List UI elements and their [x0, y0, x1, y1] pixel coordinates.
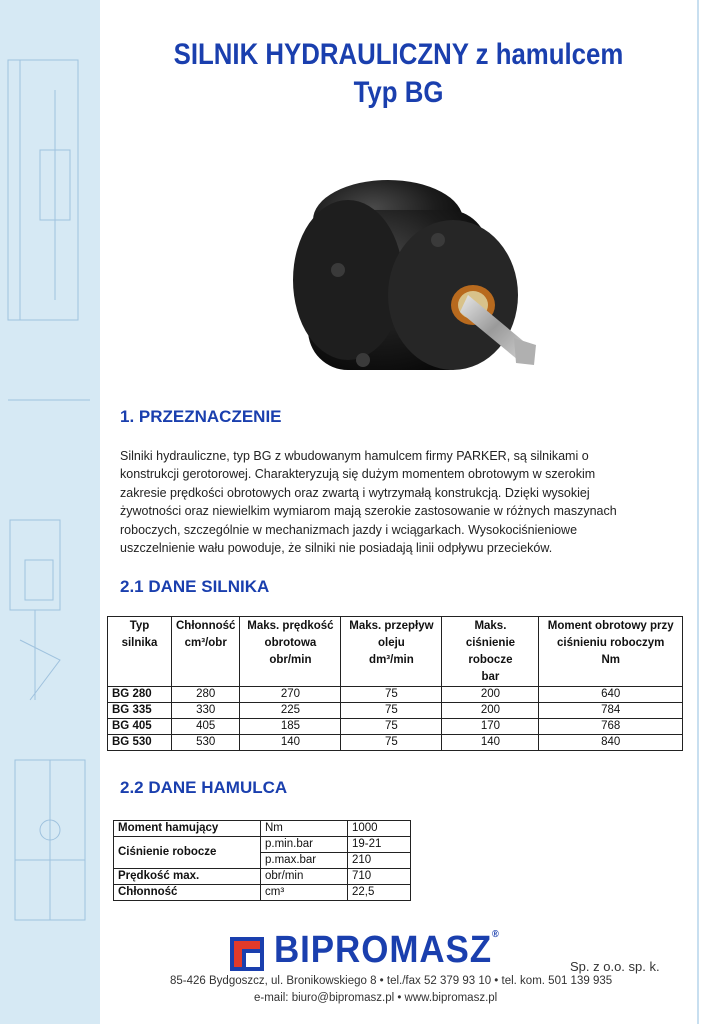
- table-cell: 75: [341, 735, 442, 751]
- table-cell: BG 405: [108, 719, 172, 735]
- table-header-row: [108, 617, 683, 687]
- paragraph-line: Silniki hydrauliczne, typ BG z wbudowanym hamulcem firmy PARKER, są silnikami o: [120, 449, 589, 463]
- column-header-capacity: Chłonność cm³/obr: [172, 617, 240, 687]
- table-cell: 140: [442, 735, 539, 751]
- company-form: Sp. z o.o. sp. k.: [570, 959, 660, 974]
- table-row: [114, 885, 411, 901]
- table-cell: 330: [172, 703, 240, 719]
- table-cell: 270: [240, 687, 341, 703]
- paragraph-line: roboczych, szczególnie w mechanizmach jazdy i wciągarkach. Wysokociśnieniowe: [120, 522, 578, 537]
- table-cell: 210: [348, 853, 411, 869]
- table-cell: BG 280: [108, 687, 172, 703]
- table-cell: 170: [442, 719, 539, 735]
- table-cell: 225: [240, 703, 341, 719]
- column-header-max-speed: Maks. prędkość obrotowa obr/min: [240, 617, 341, 687]
- table-cell: 22,5: [348, 885, 411, 901]
- section-1-heading: 1. PRZEZNACZENIE: [120, 407, 282, 426]
- registered-mark: ®: [492, 929, 500, 940]
- table-row: [108, 687, 683, 703]
- table-cell: 280: [172, 687, 240, 703]
- table-cell: 710: [348, 869, 411, 885]
- table-cell: 140: [240, 735, 341, 751]
- table-cell: Chłonność: [114, 885, 261, 901]
- right-border-line: [697, 0, 699, 1024]
- table-cell: 75: [341, 719, 442, 735]
- table-cell: 185: [240, 719, 341, 735]
- paragraph-line: żywotności oraz niewielkim wymiarom mają szerokie zastosowanie w różnych maszynach: [120, 504, 617, 519]
- table-cell: 1000: [348, 821, 411, 837]
- paragraph-line: zakresie prędkości obrotowych oraz zwartą i wytrzymałą konstrukcją. Dzięki wysokiej: [120, 485, 590, 500]
- brake-data-table: [113, 820, 411, 901]
- table-cell: cm³: [261, 885, 348, 901]
- table-cell: Nm: [261, 821, 348, 837]
- table-cell: 75: [341, 687, 442, 703]
- motor-data-table: [107, 616, 683, 751]
- table-cell: 530: [172, 735, 240, 751]
- address-line: 85-426 Bydgoszcz, ul. Bronikowskiego 8 • tel./fax 52 379 93 10 • tel. kom. 501 139 935: [170, 975, 613, 987]
- table-cell: BG 335: [108, 703, 172, 719]
- page-title: [142, 36, 655, 112]
- paragraph-line: konstrukcji gerotorowej. Charakteryzują się dużym momentem obrotowym w szerokim: [120, 467, 596, 482]
- table-cell: 200: [442, 687, 539, 703]
- table-cell: 784: [539, 703, 683, 719]
- contact-line: e-mail: biuro@bipromasz.pl • www.bipromasz.pl: [254, 992, 498, 1004]
- table-cell: p.max.bar: [261, 853, 348, 869]
- decorative-side-strip: [0, 0, 100, 1024]
- table-cell: 200: [442, 703, 539, 719]
- section-2-1-heading: 2.1 DANE SILNIKA: [120, 577, 270, 596]
- column-header-max-pressure: Maks. ciśnienie robocze bar: [442, 617, 539, 687]
- table-cell: Ciśnienie robocze: [114, 837, 261, 869]
- hydraulic-motor-image: [278, 160, 548, 395]
- company-logo-icon: [230, 937, 264, 971]
- table-cell: 75: [341, 703, 442, 719]
- title-line-2: Typ BG: [353, 76, 444, 109]
- table-row: [114, 821, 411, 837]
- table-cell: 640: [539, 687, 683, 703]
- purpose-paragraph: [120, 447, 680, 557]
- column-header-torque: Moment obrotowy przy ciśnieniu roboczym Nm: [539, 617, 683, 687]
- table-cell: obr/min: [261, 869, 348, 885]
- table-cell: 840: [539, 735, 683, 751]
- table-cell: Moment hamujący: [114, 821, 261, 837]
- title-line-1: SILNIK HYDRAULICZNY z hamulcem: [173, 38, 624, 71]
- table-row: [108, 719, 683, 735]
- table-row: [114, 869, 411, 885]
- table-cell: 405: [172, 719, 240, 735]
- column-header-max-flow: Maks. przepływ oleju dm³/min: [341, 617, 442, 687]
- table-row: [108, 735, 683, 751]
- schematic-background-graphic: [0, 0, 100, 1024]
- company-name: BIPROMASZ®: [274, 929, 500, 971]
- table-cell: BG 530: [108, 735, 172, 751]
- table-cell: Prędkość max.: [114, 869, 261, 885]
- paragraph-line: uszczelnienie wału powoduje, że silniki nie posiadają linii odpływu przecieków.: [120, 541, 553, 556]
- table-row: [114, 837, 411, 853]
- table-row: [108, 703, 683, 719]
- table-cell: 768: [539, 719, 683, 735]
- section-2-2-heading: 2.2 DANE HAMULCA: [120, 778, 288, 797]
- column-header-type: Typ silnika: [108, 617, 172, 687]
- table-cell: 19-21: [348, 837, 411, 853]
- table-cell: p.min.bar: [261, 837, 348, 853]
